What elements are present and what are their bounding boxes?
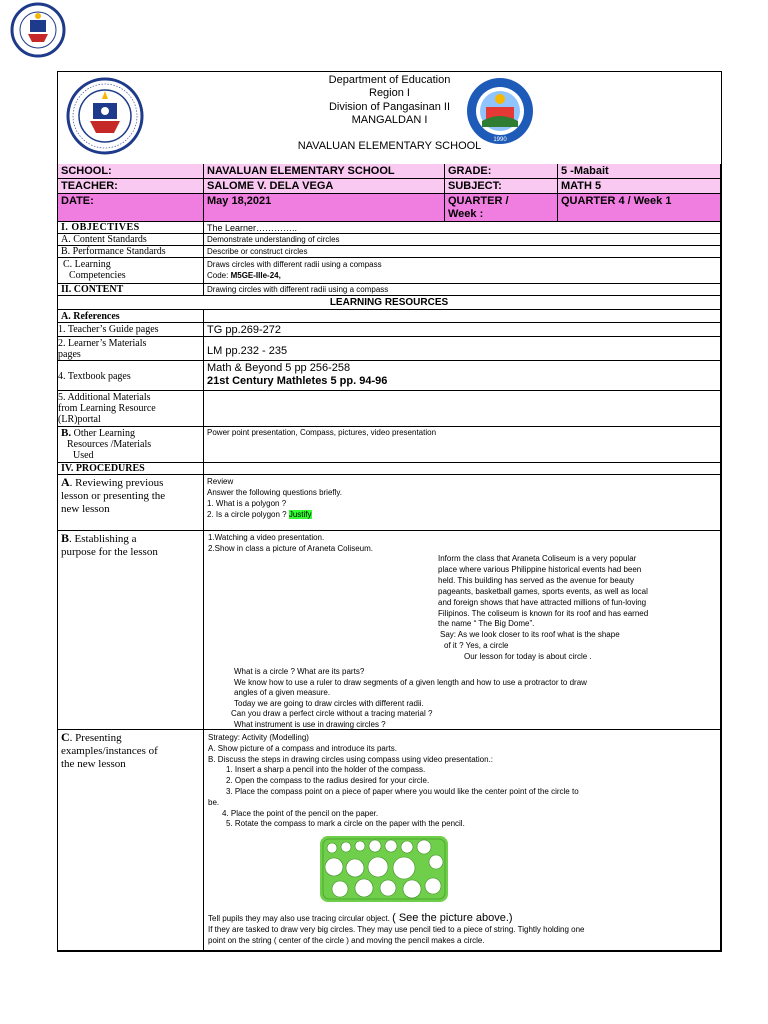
deped-seal-corner [2,2,72,58]
performance-standards-value: Describe or construct circles [204,246,721,258]
quarter-label-line-1: QUARTER / [448,195,509,207]
a-label-line-3: new lesson [61,503,110,515]
a-label-line-2: lesson or presenting the [61,490,166,502]
lesson-plan-document [57,71,722,952]
content-heading: II. CONTENT [58,284,204,296]
pangasinan-division-seal [466,77,534,145]
b-bottom-text [228,667,587,730]
b-coliseum-text [438,554,648,663]
code-label: Code: [207,271,229,280]
b-bottom-line-2: We know how to use a ruler to draw segments of a given length and how to use a protractor to draw [234,677,587,687]
teachers-guide-value: TG pp.269-272 [204,323,721,337]
coliseum-line-7: the name “ The Big Dome”. [438,619,535,629]
b-bottom-line-3: angles of a given measure. [234,688,331,698]
c-steps-text [208,733,579,830]
b-bottom-line-4: Today we are going to draw circles with different radii. [234,698,424,708]
subject-value: MATH 5 [558,179,721,194]
other-text-1: Other Learning [71,428,135,439]
department-line: Department of Education [328,74,451,86]
coliseum-line-2: place where various Philippine historical events had been [438,564,642,574]
grade-value: 5 -Mabait [558,164,721,179]
c-line-7: be. [208,797,220,807]
lm-label-line-1: 2. Learner’s Materials [58,338,147,349]
coliseum-line-9: of it ? Yes, a circle [444,641,509,651]
additional-materials-label [58,391,204,427]
content-value: Drawing circles with different radii using a compass [204,284,721,296]
other-letter: B. [61,427,72,439]
c-line-4: 1. Insert a sharp a pencil into the holder of the compass. [226,765,426,775]
teacher-value: SALOME V. DELA VEGA [204,179,445,194]
reviewing-lesson-content [204,475,721,531]
c-line-9: 5. Rotate the compass to mark a circle on the paper with the pencil. [226,819,465,829]
coliseum-line-4: pageants, basketball games, sports events, as well as local [438,586,648,596]
c-label-line-1 [61,731,200,745]
b-label-line-1 [61,532,200,546]
textbook-value-line-2: 21st Century Mathletes 5 pp. 94-96 [207,375,388,387]
references-label: A. References [58,310,204,323]
objectives-heading: I. OBJECTIVES [58,222,204,234]
establishing-purpose-label [58,531,204,730]
c-line-5: 2. Open the compass to the radius desired for your circle. [226,776,430,786]
c-letter: C [61,730,70,744]
c-string-line-1: If they are tasked to draw very big circles. They may use pencil tied to a piece of string. Tightly holding one [208,925,585,934]
learner-text: The Learner………….. [204,222,721,234]
c-tell-text [208,913,585,946]
other-resources-label [58,427,204,463]
c-label-line-2: examples/instances of [61,745,158,757]
presenting-examples-content [204,730,721,951]
coliseum-line-1: Inform the class that Araneta Coliseum is a very popular [438,554,637,563]
school-label: SCHOOL: [58,164,204,179]
review-question-2: 2. Is a circle polygon ? [207,510,287,519]
coliseum-line-3: held. This building has served as the avenue for beauty [438,575,634,585]
seal-year: 1990 [493,137,507,143]
b-left-line-1: 1.Watching a video presentation. [208,533,325,542]
content-standards-value: Demonstrate understanding of circles [204,234,721,246]
c-string-line-2: point on the string ( center of the circle ) and moving the pencil makes a circle. [208,936,485,945]
c-label-line-3: the new lesson [61,758,126,770]
district-line: MANGALDAN I [351,114,428,126]
b-letter: B [61,531,70,545]
procedures-blank [204,463,721,475]
learning-competencies-label [58,258,204,284]
c-line-8: 4. Place the point of the pencil on the paper. [222,808,379,818]
b-left-line-2: 2.Show in class a picture of Araneta Coliseum. [208,543,373,553]
a-label-line-1 [61,476,200,490]
review-line-2: Answer the following questions briefly. [207,488,343,497]
procedures-heading: IV. PROCEDURES [58,463,204,475]
grade-label: GRADE: [445,164,558,179]
c-line-3: B. Discuss the steps in drawing circles using compass using video presentation.: [208,754,494,764]
b-bottom-line-5: Can you draw a perfect circle without a tracing material ? [231,709,433,719]
competency-code [207,270,717,281]
school-value: NAVALUAN ELEMENTARY SCHOOL [204,164,445,179]
textbook-value-line-1: Math & Beyond 5 pp 256-258 [207,362,351,374]
a-text-1: . Reviewing previous [69,477,164,489]
c-line-1: Strategy: Activity (Modelling) [208,733,309,742]
coliseum-line-6: Filipinos. The coliseum is known for its roof and has earned [438,608,649,618]
b-bottom-line-1: What is a circle ? What are its parts? [234,667,365,676]
competencies-label-line-2: Competencies [69,270,126,281]
b-bottom-line-6: What instrument is use in drawing circles ? [234,719,386,729]
lm-label-line-2: pages [58,349,81,360]
c-line-6: 3. Place the compass point on a piece of paper where you would like the center point of the circle to [226,786,579,796]
c-text-1: . Presenting [69,732,122,744]
competencies-label-line-1: C. Learning [63,259,111,270]
school-title: NAVALUAN ELEMENTARY SCHOOL [297,140,482,152]
content-standards-label: A. Content Standards [58,234,204,246]
review-line-3: 1. What is a polygon ? [207,499,287,508]
other-line-2: Resources /Materials [67,439,152,450]
performance-standards-label: B. Performance Standards [58,246,204,258]
establishing-purpose-content [204,531,721,730]
learning-competencies-value [204,258,721,284]
competency-text: Draws circles with different radii using a compass [207,260,382,269]
learning-resources-heading: LEARNING RESOURCES [58,296,721,310]
quarter-label-line-2: Week : [448,208,484,220]
teachers-guide-label: 1. Teacher’s Guide pages [58,323,204,337]
justify-highlight: Justify [288,510,312,519]
additional-materials-value [204,391,721,427]
coliseum-line-5: and foreign shows that have attracted millions of fun-loving [438,597,647,607]
textbook-pages-value [204,361,721,391]
b-text-1: . Establishing a [69,533,137,545]
learners-materials-label [58,337,204,361]
quarter-value: QUARTER 4 / Week 1 [558,194,721,222]
textbook-pages-label: 4. Textbook pages [58,361,204,391]
date-value: May 18,2021 [204,194,445,222]
references-value [204,310,721,323]
other-line-1 [61,428,200,439]
teacher-label: TEACHER: [58,179,204,194]
coliseum-line-8: Say: As we look closer to its roof what is the shape [440,630,620,640]
c-tell-see-picture: ( See the picture above.) [392,912,513,924]
circle-template-image [320,836,448,902]
a-letter: A [61,475,70,489]
presenting-examples-label [58,730,204,951]
c-tell-line [208,913,585,924]
region-line: Region I [369,87,410,99]
subject-label: SUBJECT: [445,179,558,194]
additional-line-3: (LR)portal [58,414,101,425]
review-line-1: Review [207,477,234,486]
learners-materials-value: LM pp.232 - 235 [204,337,721,361]
document-header [58,72,721,165]
review-line-4 [207,509,717,520]
c-line-2: A. Show picture of a compass and introduce its parts. [208,743,397,753]
reviewing-lesson-label [58,475,204,531]
other-line-3: Used [73,450,94,461]
c-tell-sentence: Tell pupils they may also use tracing circular object. [208,914,393,923]
b-left-text [208,533,373,554]
division-line: Division of Pangasinan II [328,101,451,113]
coliseum-line-10: Our lesson for today is about circle . [464,652,592,662]
other-resources-value: Power point presentation, Compass, pictures, video presentation [204,427,721,463]
date-label: DATE: [58,194,204,222]
additional-line-1: 5. Additional Materials [58,392,151,403]
code-value: M5GE-IIIe-24, [230,271,281,280]
additional-line-2: from Learning Resource [58,403,156,414]
quarter-label [445,194,558,222]
b-label-line-2: purpose for the lesson [61,546,158,558]
